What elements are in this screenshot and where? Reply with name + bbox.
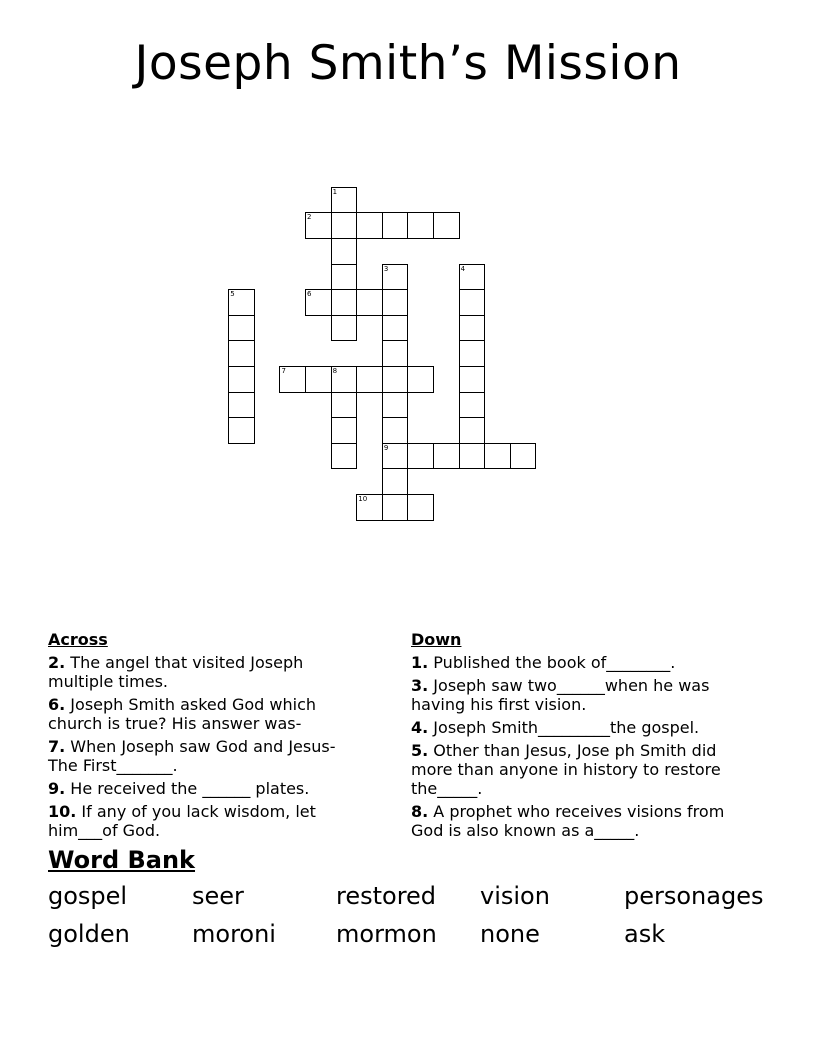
word-bank-word: personages	[624, 882, 764, 910]
grid-cell[interactable]	[228, 315, 255, 342]
clue-text: Joseph Smith asked God which church is true? His answer was-	[48, 695, 317, 733]
grid-cell[interactable]	[228, 392, 255, 419]
grid-cell[interactable]	[382, 392, 409, 419]
word-bank-title: Word Bank	[48, 846, 196, 874]
grid-cell[interactable]	[331, 264, 358, 291]
grid-cell[interactable]	[407, 494, 434, 521]
grid-cell[interactable]	[331, 417, 358, 444]
clue-down-5	[411, 741, 761, 798]
grid-cell[interactable]	[382, 340, 409, 367]
cell-number: 1	[332, 187, 338, 196]
clue-across-9	[48, 779, 358, 798]
grid-cell[interactable]	[382, 494, 409, 521]
grid-cell[interactable]	[382, 468, 409, 495]
cell-number: 8	[332, 367, 338, 376]
clue-text: He received the ______ plates.	[65, 779, 310, 798]
clue-text: Joseph saw two______when he was having his first vision.	[411, 676, 710, 714]
clue-text: Published the book of________.	[428, 653, 676, 672]
clue-down-4	[411, 718, 761, 737]
cell-number: 3	[383, 264, 389, 273]
grid-cell[interactable]	[433, 212, 460, 239]
grid-cell[interactable]	[407, 366, 434, 393]
grid-cell[interactable]	[331, 212, 358, 239]
grid-cell[interactable]	[279, 366, 306, 393]
clue-across-6	[48, 695, 358, 733]
grid-cell[interactable]	[228, 289, 255, 316]
clue-number: 7.	[48, 737, 66, 756]
grid-cell[interactable]	[331, 366, 358, 393]
across-heading: Across	[48, 630, 108, 649]
page-title: Joseph Smith’s Mission	[134, 36, 682, 91]
clue-number: 9.	[48, 779, 66, 798]
clue-text: Joseph Smith_________the gospel.	[428, 718, 700, 737]
clue-across-7	[48, 737, 358, 775]
clue-number: 8.	[411, 802, 429, 821]
cell-number: 10	[358, 495, 368, 504]
grid-cell[interactable]	[459, 264, 486, 291]
clue-number: 10.	[48, 802, 77, 821]
across-clues	[48, 630, 358, 844]
grid-cell[interactable]	[382, 417, 409, 444]
grid-cell[interactable]	[407, 443, 434, 470]
clue-across-2	[48, 653, 358, 691]
grid-cell[interactable]	[331, 238, 358, 265]
cell-number: 9	[383, 443, 389, 452]
grid-cell[interactable]	[331, 443, 358, 470]
down-heading: Down	[411, 630, 462, 649]
clue-text: Other than Jesus, Jose ph Smith did more than anyone in history to restore the_____.	[411, 741, 721, 798]
grid-cell[interactable]	[459, 443, 486, 470]
grid-cell[interactable]	[356, 494, 383, 521]
clue-number: 1.	[411, 653, 429, 672]
grid-cell[interactable]	[459, 366, 486, 393]
word-bank-word: golden	[48, 920, 130, 948]
cell-number: 5	[230, 290, 235, 299]
grid-cell[interactable]	[459, 315, 486, 342]
word-bank-word: ask	[624, 920, 666, 948]
word-bank-word: vision	[480, 882, 550, 910]
clue-across-10	[48, 802, 358, 840]
grid-cell[interactable]	[382, 212, 409, 239]
clue-number: 4.	[411, 718, 429, 737]
clue-text: A prophet who receives visions from God is also known as a_____.	[411, 802, 725, 840]
grid-cell[interactable]	[382, 443, 409, 470]
grid-cell[interactable]	[356, 366, 383, 393]
word-bank-word: gospel	[48, 882, 128, 910]
grid-cell[interactable]	[459, 417, 486, 444]
grid-cell[interactable]	[407, 212, 434, 239]
grid-cell[interactable]	[382, 289, 409, 316]
grid-cell[interactable]	[433, 443, 460, 470]
clue-down-3	[411, 676, 761, 714]
clue-number: 3.	[411, 676, 429, 695]
word-bank-word: moroni	[192, 920, 276, 948]
grid-cell[interactable]	[305, 366, 332, 393]
grid-cell[interactable]	[356, 212, 383, 239]
word-bank-word: none	[480, 920, 540, 948]
grid-cell[interactable]	[459, 340, 486, 367]
grid-cell[interactable]	[228, 340, 255, 367]
grid-cell[interactable]	[305, 289, 332, 316]
grid-cell[interactable]	[331, 392, 358, 419]
clue-text: The angel that visited Joseph multiple times.	[48, 653, 304, 691]
clue-text: When Joseph saw God and Jesus-The First_______.	[48, 737, 336, 775]
grid-cell[interactable]	[382, 315, 409, 342]
clue-down-8	[411, 802, 761, 840]
word-bank-word: restored	[336, 882, 437, 910]
clue-text: If any of you lack wisdom, let him___of God.	[48, 802, 316, 840]
cell-number: 4	[460, 264, 466, 273]
grid-cell[interactable]	[331, 187, 358, 214]
grid-cell[interactable]	[331, 289, 358, 316]
clue-number: 5.	[411, 741, 429, 760]
clue-down-1	[411, 653, 761, 672]
grid-cell[interactable]	[484, 443, 511, 470]
grid-cell[interactable]	[510, 443, 537, 470]
grid-cell[interactable]	[382, 366, 409, 393]
grid-cell[interactable]	[459, 289, 486, 316]
word-bank-word: seer	[192, 882, 244, 910]
grid-cell[interactable]	[382, 264, 409, 291]
clue-number: 2.	[48, 653, 66, 672]
grid-cell[interactable]	[459, 392, 486, 419]
cell-number: 2	[307, 213, 312, 222]
clue-number: 6.	[48, 695, 66, 714]
word-bank-word: mormon	[336, 920, 437, 948]
grid-cell[interactable]	[305, 212, 332, 239]
cell-number: 6	[307, 290, 312, 299]
grid-cell[interactable]	[228, 366, 255, 393]
grid-cell[interactable]	[356, 289, 383, 316]
down-clues	[411, 630, 761, 844]
cell-number: 7	[281, 367, 286, 376]
grid-cell[interactable]	[228, 417, 255, 444]
grid-cell[interactable]	[331, 315, 358, 342]
